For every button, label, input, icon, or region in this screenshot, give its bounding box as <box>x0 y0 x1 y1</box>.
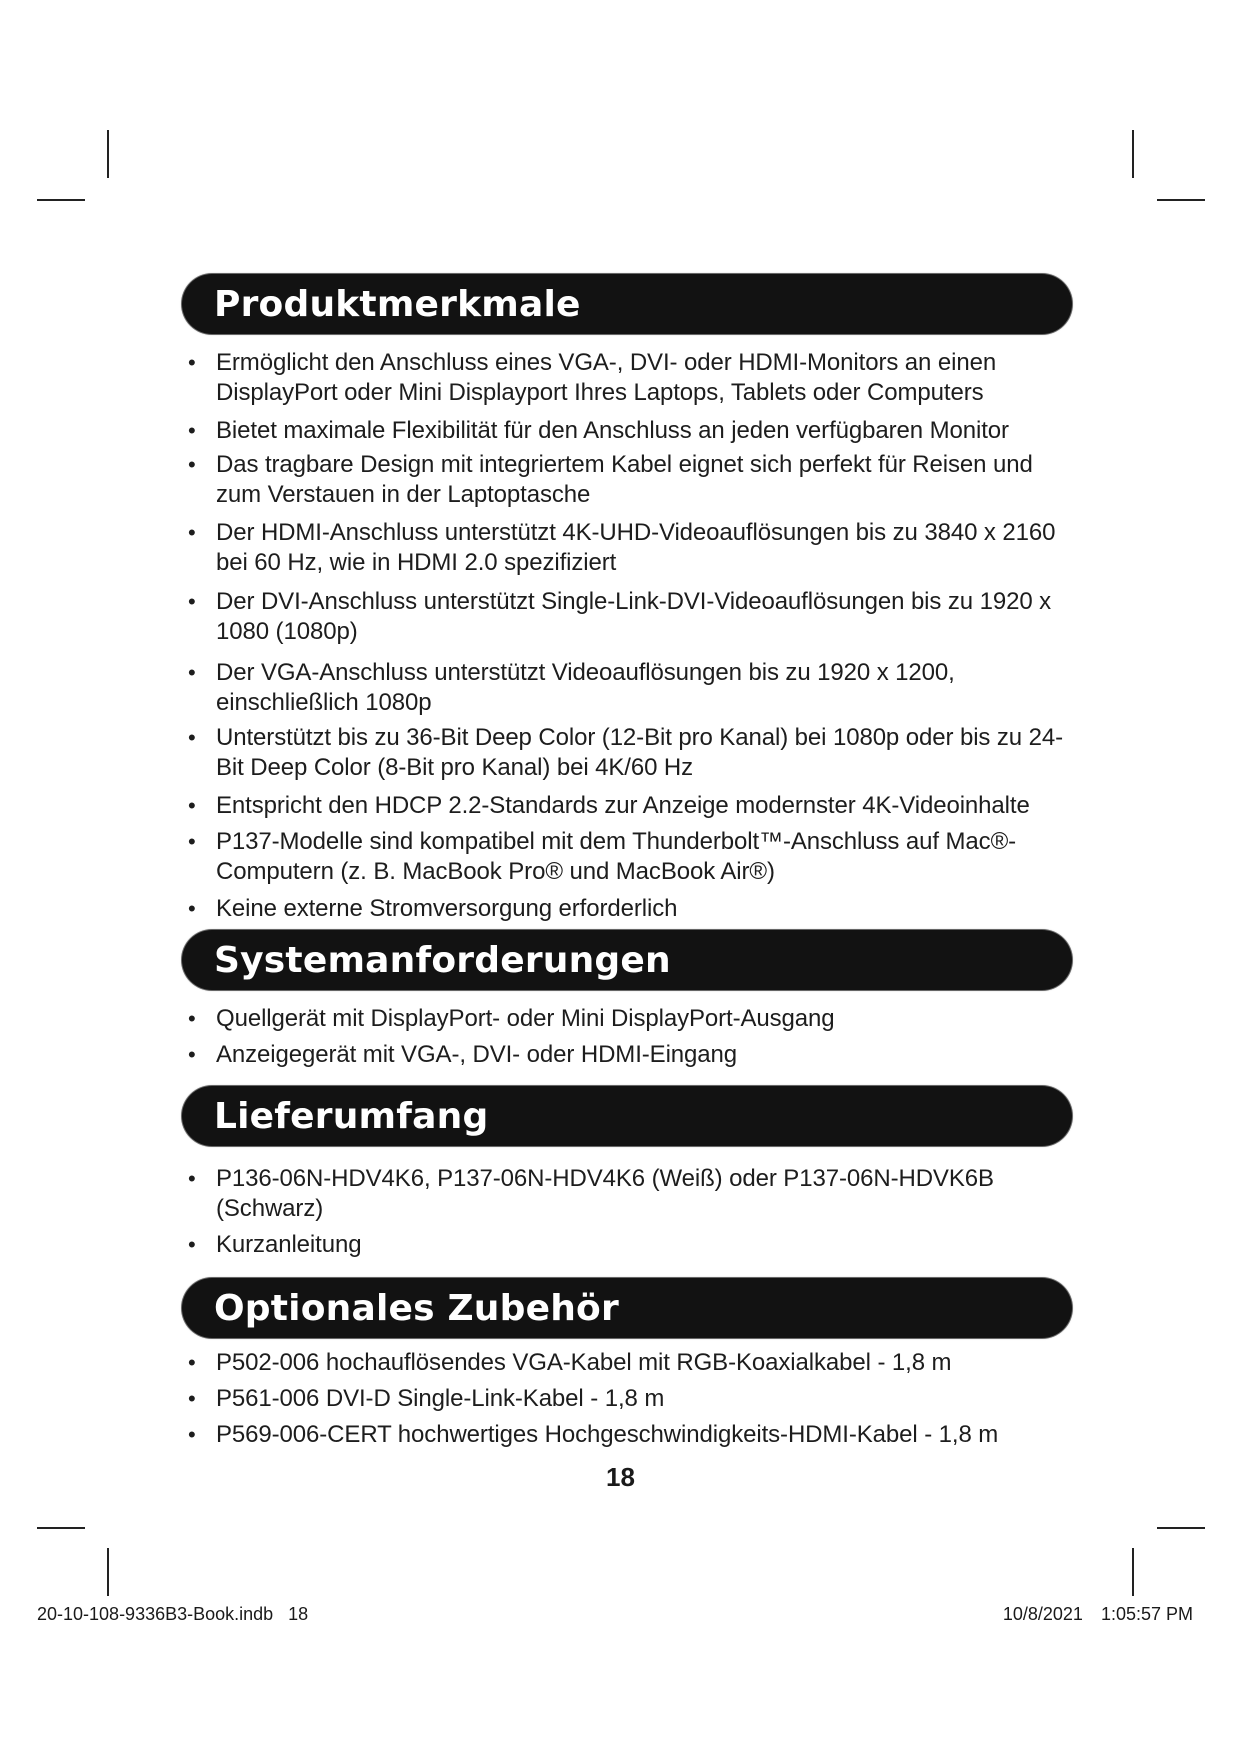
bullet-icon: • <box>188 725 196 750</box>
bullet-icon: • <box>188 452 196 477</box>
list-item: • P137-Modelle sind kompatibel mit dem Thunderbolt™-Anschluss auf Mac®-Computern (z. B. MacBook Pro® und MacBook Air®) <box>188 828 1017 885</box>
footer-time: 1:05:57 PM <box>1100 1604 1193 1624</box>
section-title: Produktmerkmale <box>214 283 581 325</box>
list-item: • P136-06N-HDV4K6, P137-06N-HDV4K6 (Weiß) oder P137-06N-HDVK6B (Schwarz) <box>188 1165 994 1222</box>
bullet-icon: • <box>188 1350 196 1375</box>
list-item: • Kurzanleitung <box>188 1231 362 1258</box>
crop-mark-bottom-left-vertical <box>107 1548 109 1596</box>
section-header-produktmerkmale <box>182 274 1072 334</box>
requirements-list <box>182 1004 1072 1070</box>
accessories-list <box>182 1348 1072 1450</box>
bullet-icon: • <box>188 1166 196 1191</box>
section-title: Optionales Zubehör <box>214 1287 619 1329</box>
list-item: • Der VGA-Anschluss unterstützt Videoauflösungen bis zu 1920 x 1200, einschließlich 1080p <box>188 659 955 716</box>
page-content <box>182 274 1072 1450</box>
bullet-icon: • <box>188 793 196 818</box>
feature-list <box>182 348 1072 924</box>
list-item: • Unterstützt bis zu 36-Bit Deep Color (12-Bit pro Kanal) bei 1080p oder bis zu 24-Bit Deep Color (8-Bit pro Kanal) bei 4K/60 Hz <box>188 724 1064 781</box>
footer-date: 10/8/2021 <box>1002 1604 1083 1624</box>
crop-mark-top-left-horizontal <box>37 199 85 201</box>
bullet-icon: • <box>188 520 196 545</box>
list-item: • Entspricht den HDCP 2.2-Standards zur Anzeige modernster 4K-Videoinhalte <box>188 792 1030 819</box>
bullet-icon: • <box>188 660 196 685</box>
package-contents-list <box>182 1164 1072 1260</box>
list-item: • P502-006 hochauflösendes VGA-Kabel mit RGB-Koaxialkabel - 1,8 m <box>188 1349 952 1376</box>
footer-file-info: 20-10-108-9336B3-Book.indb 18 <box>37 1604 309 1624</box>
list-item: • P561-006 DVI-D Single-Link-Kabel - 1,8 m <box>188 1385 665 1412</box>
crop-mark-bottom-right-horizontal <box>1157 1527 1205 1529</box>
page-number: 18 <box>606 1462 635 1492</box>
crop-mark-top-left-vertical <box>107 130 109 178</box>
bullet-icon: • <box>188 1006 196 1031</box>
bullet-icon: • <box>188 896 196 921</box>
list-item: • Bietet maximale Flexibilität für den Anschluss an jeden verfügbaren Monitor <box>188 417 1009 444</box>
section-title: Lieferumfang <box>214 1095 489 1137</box>
list-item: • Keine externe Stromversorgung erforderlich <box>188 895 678 922</box>
list-item: • Der DVI-Anschluss unterstützt Single-Link-DVI-Videoauflösungen bis zu 1920 x 1080 (1080p) <box>188 588 1052 645</box>
list-item: • Der HDMI-Anschluss unterstützt 4K-UHD-Videoauflösungen bis zu 3840 x 2160 bei 60 Hz, wie in HDMI 2.0 spezifiziert <box>188 519 1056 576</box>
bullet-icon: • <box>188 829 196 854</box>
bullet-icon: • <box>188 1422 196 1447</box>
crop-mark-top-right-vertical <box>1132 130 1134 178</box>
list-item: • Das tragbare Design mit integriertem Kabel eignet sich perfekt für Reisen und zum Verstauen in der Laptoptasche <box>188 451 1033 508</box>
bullet-icon: • <box>188 1232 196 1257</box>
bullet-icon: • <box>188 589 196 614</box>
crop-mark-top-right-horizontal <box>1157 199 1205 201</box>
crop-mark-bottom-left-horizontal <box>37 1527 85 1529</box>
section-title: Systemanforderungen <box>214 939 671 981</box>
bullet-icon: • <box>188 350 196 375</box>
list-item: • Quellgerät mit DisplayPort- oder Mini DisplayPort-Ausgang <box>188 1005 835 1032</box>
section-header-systemanforderungen <box>182 930 1072 990</box>
footer-timestamp <box>1003 1604 1193 1625</box>
crop-mark-bottom-right-vertical <box>1132 1548 1134 1596</box>
list-item: • Ermöglicht den Anschluss eines VGA-, DVI- oder HDMI-Monitors an einen DisplayPort oder Mini Displayport Ihres Laptops, Tablets oder Computers <box>188 349 997 406</box>
bullet-icon: • <box>188 1386 196 1411</box>
list-item: • P569-006-CERT hochwertiges Hochgeschwindigkeits-HDMI-Kabel - 1,8 m <box>188 1421 999 1448</box>
list-item: • Anzeigegerät mit VGA-, DVI- oder HDMI-Eingang <box>188 1041 738 1068</box>
bullet-icon: • <box>188 418 196 443</box>
section-header-lieferumfang <box>182 1086 1072 1146</box>
bullet-icon: • <box>188 1042 196 1067</box>
section-header-optionales-zubehoer <box>182 1278 1072 1338</box>
